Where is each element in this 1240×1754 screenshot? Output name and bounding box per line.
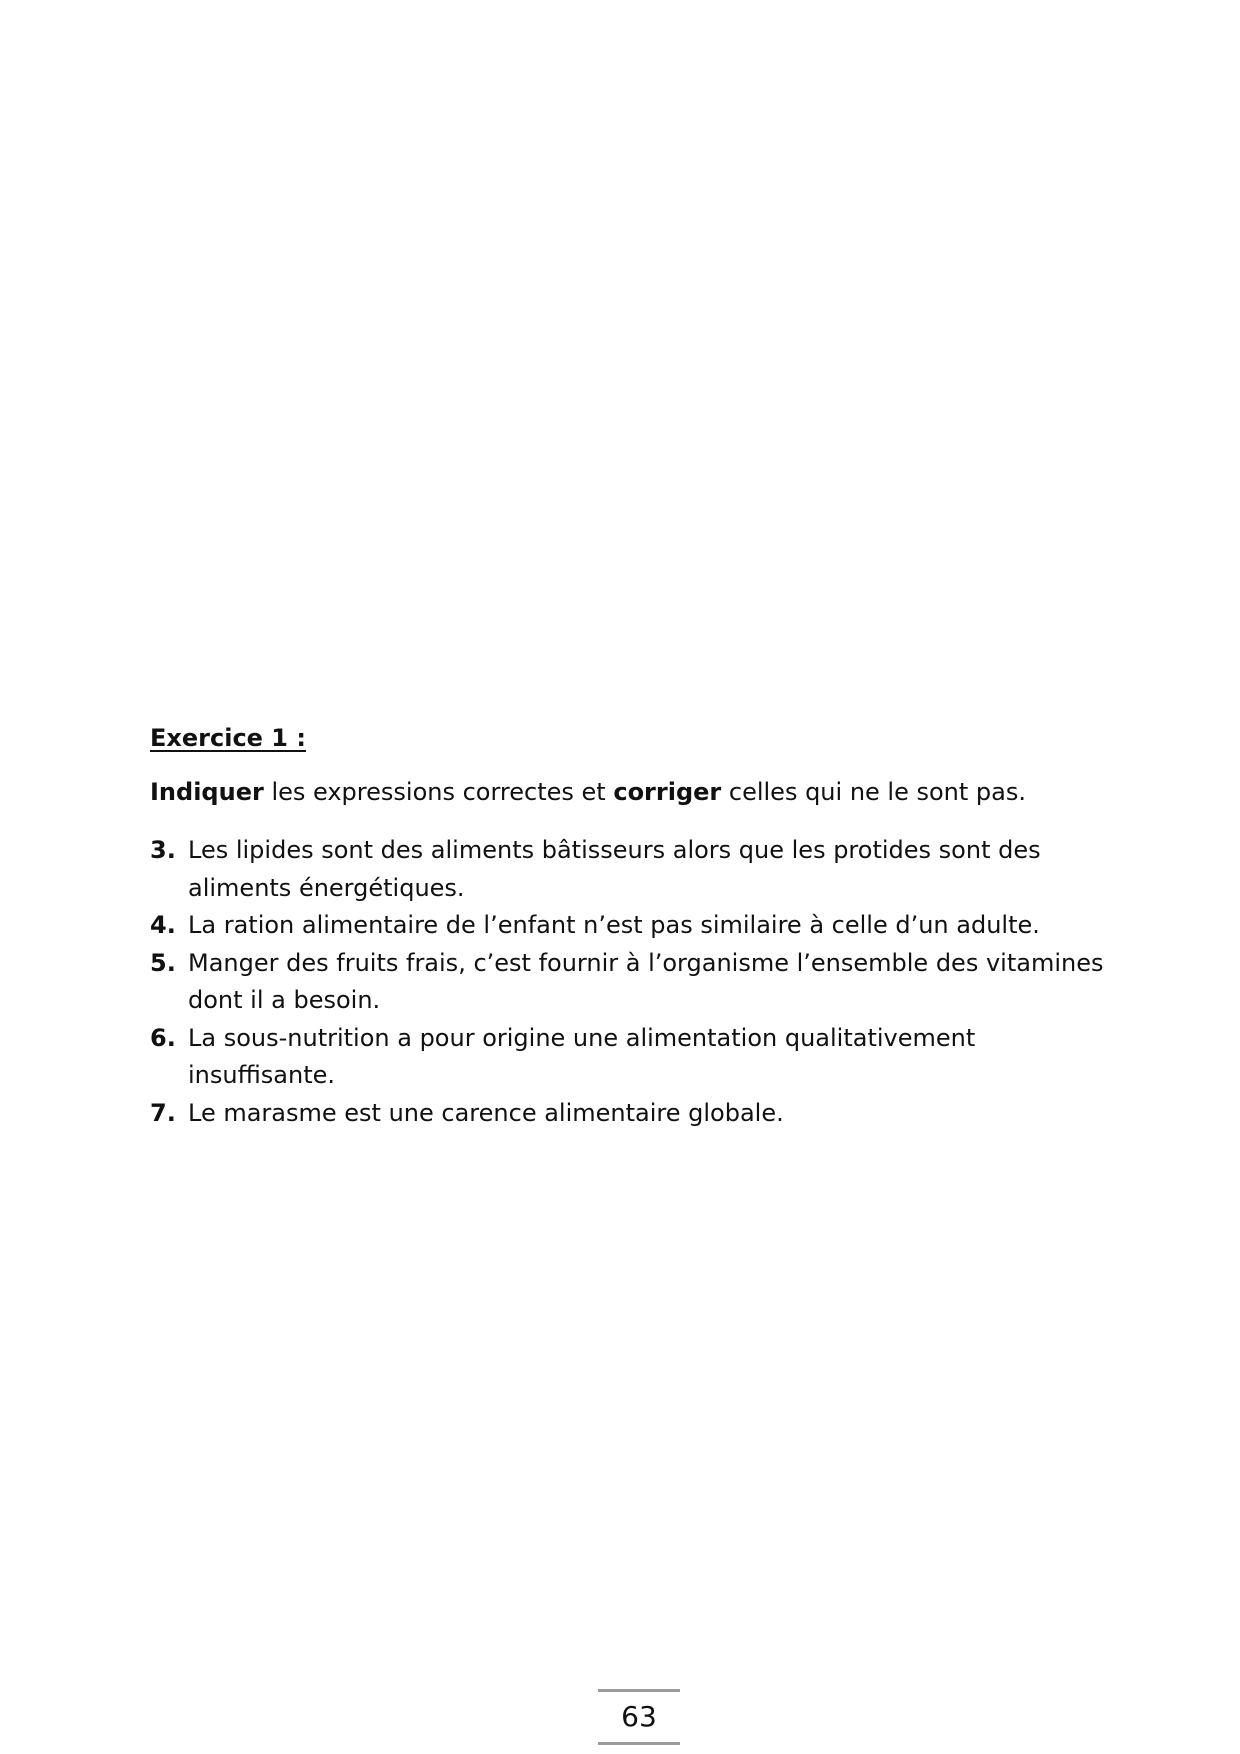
- list-item: [150, 832, 1110, 907]
- item-number: 4.: [150, 911, 176, 939]
- item-number: 7.: [150, 1098, 176, 1127]
- instruction-verb-corriger: corriger: [613, 778, 722, 806]
- item-text: Manger des fruits frais, c’est fournir à l’organisme l’ensemble des vitamines dont il a besoin.: [188, 948, 1104, 1014]
- item-text: La ration alimentaire de l’enfant n’est pas similaire à celle d’un adulte.: [188, 911, 1040, 939]
- instruction-text-2: celles qui ne le sont pas.: [721, 778, 1026, 806]
- item-text: Les lipides sont des aliments bâtisseurs alors que les protides sont des aliments énergétiques.: [188, 836, 1041, 902]
- instruction-verb-indiquer: Indiquer: [150, 778, 264, 806]
- list-item: [150, 1095, 1110, 1133]
- list-item: [150, 1020, 1110, 1095]
- item-number: 3.: [150, 836, 176, 864]
- item-number: 6.: [150, 1023, 176, 1052]
- list-item: [150, 945, 1110, 1020]
- list-item: [150, 907, 1110, 945]
- instruction-text-1: les expressions correctes et: [263, 778, 614, 806]
- exercise-title: Exercice 1 :: [150, 724, 306, 752]
- item-number: 5.: [150, 948, 176, 977]
- item-text: Le marasme est une carence alimentaire globale.: [188, 1098, 784, 1127]
- statement-list: [150, 832, 1110, 1132]
- exercise-instruction: [150, 776, 1110, 808]
- exercise-block: [150, 722, 1110, 1132]
- item-text: La sous-nutrition a pour origine une alimentation qualitativement insuffisante.: [188, 1023, 976, 1089]
- page-number: 63: [598, 1689, 680, 1745]
